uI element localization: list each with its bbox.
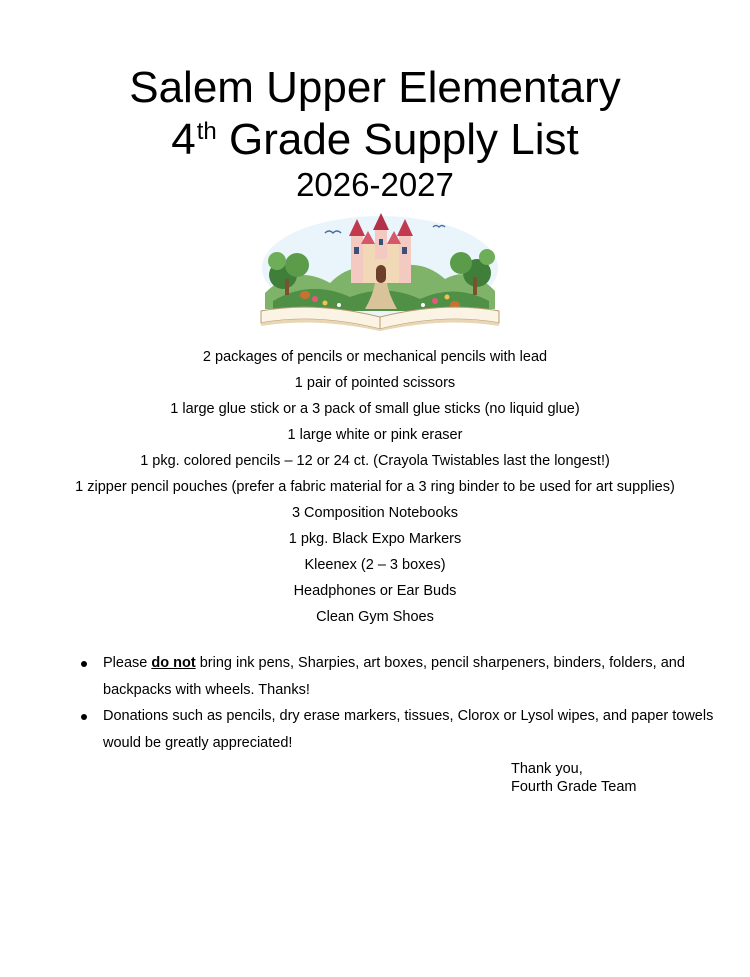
supply-item: 1 large white or pink eraser xyxy=(287,427,463,443)
supply-item: Headphones or Ear Buds xyxy=(293,583,457,599)
school-year: 2026-2027 xyxy=(296,166,454,203)
supply-item: 1 pkg. colored pencils – 12 or 24 ct. (Crayola Twistables last the longest!) xyxy=(140,453,610,469)
signoff xyxy=(511,760,636,796)
school-name: Salem Upper Elementary xyxy=(129,63,621,112)
supply-item: Clean Gym Shoes xyxy=(316,609,434,625)
notes-list xyxy=(78,650,718,756)
supply-item: Kleenex (2 – 3 boxes) xyxy=(304,557,446,573)
note-text: bring ink pens, Sharpies, art boxes, pencil sharpeners, binders, folders, and backpacks with wheels. Thanks! xyxy=(103,655,685,698)
supply-item: 1 large glue stick or a 3 pack of small glue sticks (no liquid glue) xyxy=(170,401,580,417)
list-title: Grade Supply List xyxy=(228,115,579,164)
bullet-icon xyxy=(81,661,87,667)
note-item xyxy=(78,650,718,703)
grade-number: 4 xyxy=(171,115,196,164)
supply-list xyxy=(0,346,750,632)
note-text: Donations such as pencils, dry erase markers, tissues, Clorox or Lysol wipes, and paper towels would be greatly appreciated! xyxy=(103,708,714,751)
signoff-signature: Fourth Grade Team xyxy=(511,779,637,795)
note-text: Please xyxy=(103,655,152,671)
supply-item: 3 Composition Notebooks xyxy=(291,505,459,521)
storybook-castle-illustration xyxy=(255,213,505,331)
note-emphasis: do not xyxy=(151,655,196,671)
supply-item: 1 zipper pencil pouches (prefer a fabric material for a 3 ring binder to be used for art supplies) xyxy=(75,479,675,495)
supply-item: 2 packages of pencils or mechanical pencils with lead xyxy=(202,349,548,365)
signoff-line: Thank you, xyxy=(511,761,583,777)
supply-item: 1 pair of pointed scissors xyxy=(294,375,456,391)
bullet-icon xyxy=(81,714,87,720)
note-item xyxy=(78,703,718,756)
supply-item: 1 pkg. Black Expo Markers xyxy=(288,531,462,547)
page-title xyxy=(0,115,750,164)
grade-suffix: th xyxy=(196,118,217,145)
